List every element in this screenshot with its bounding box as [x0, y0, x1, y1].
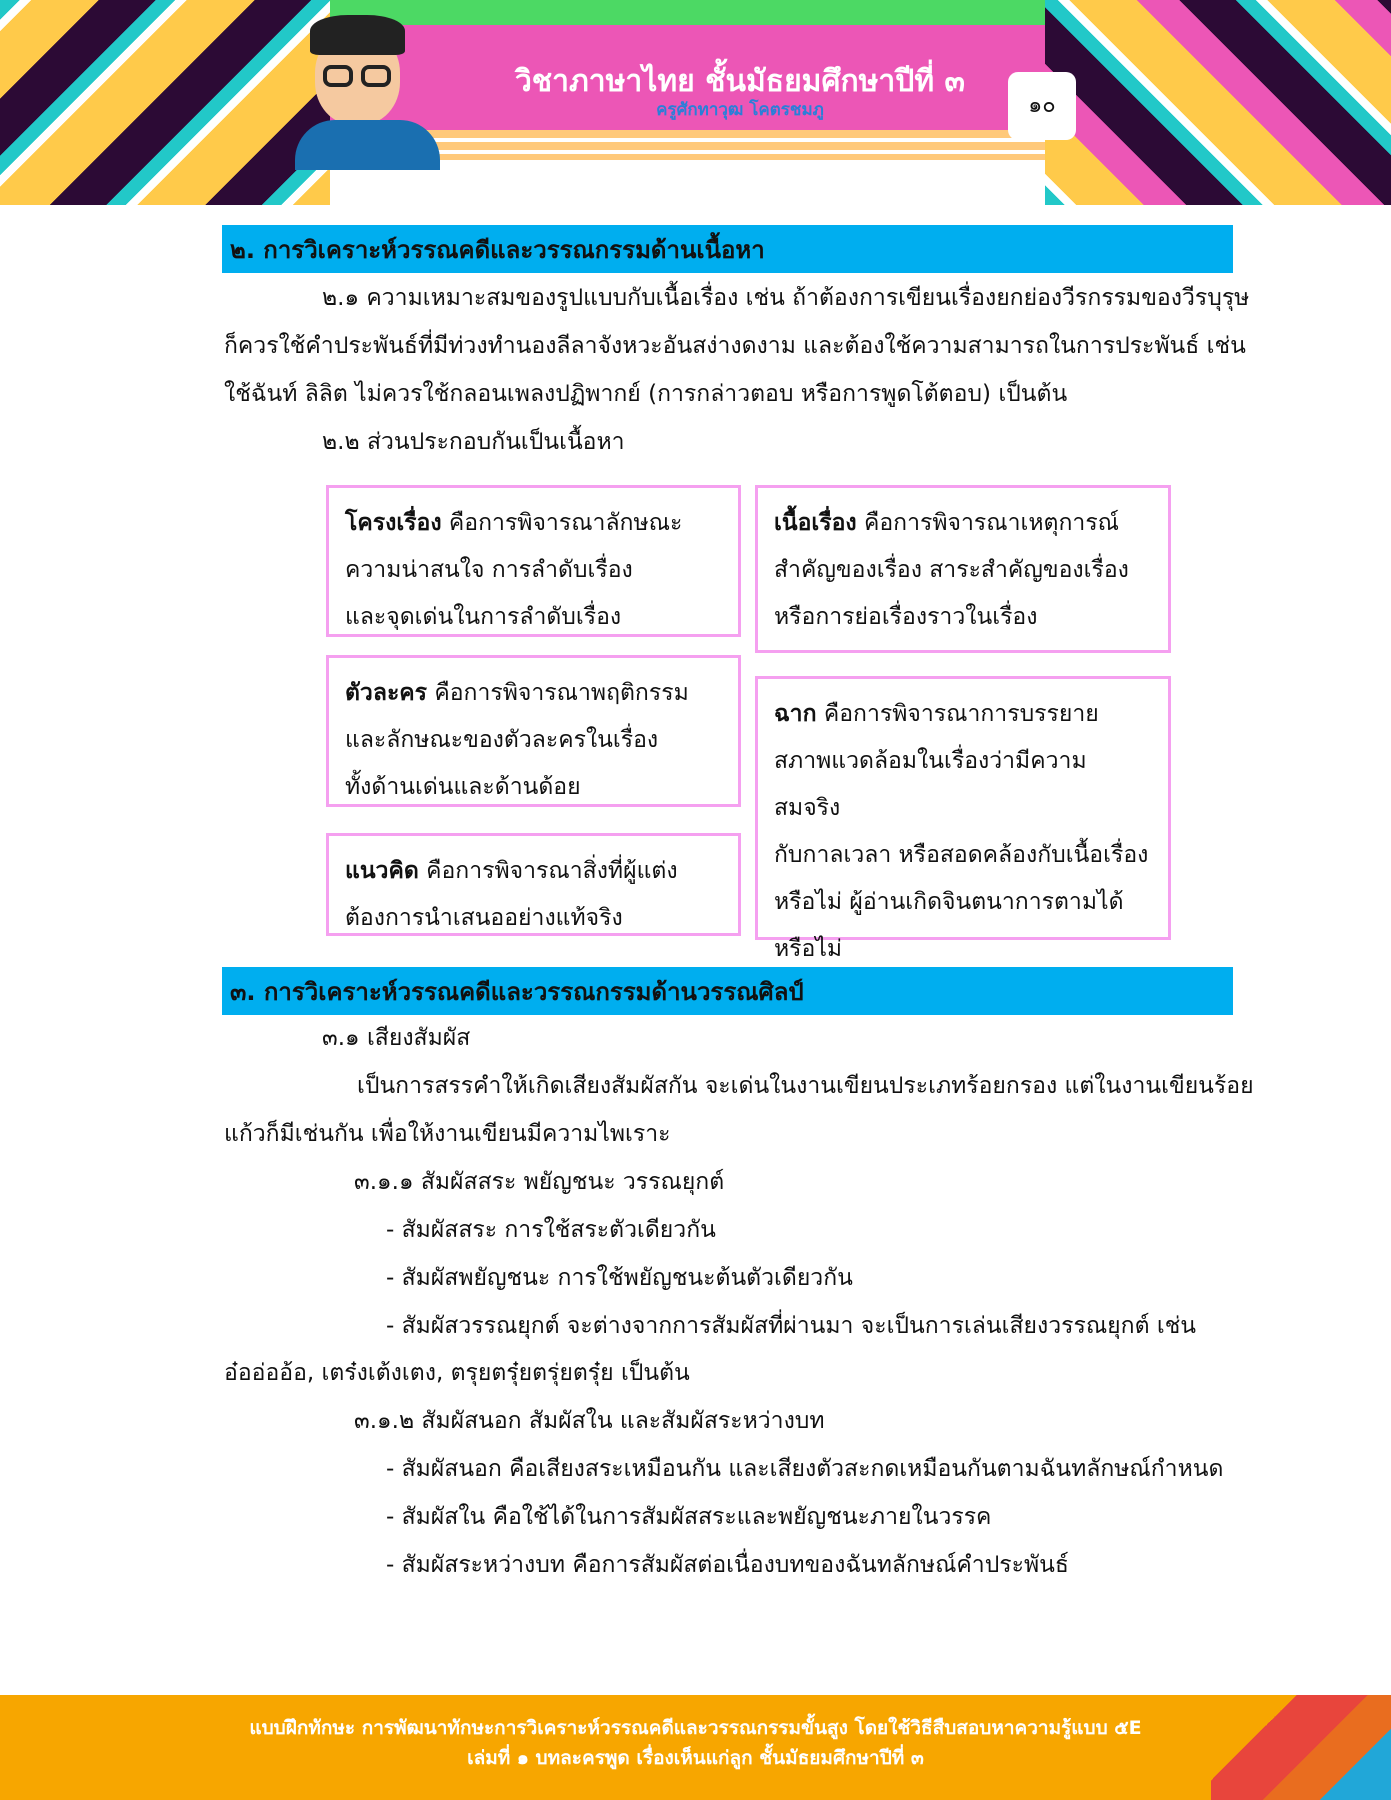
footer-line-2: เล่มที่ ๑ บทละครพูด เรื่องเห็นแก่ลูก ชั้นมัธยมศึกษาปีที่ ๓: [467, 1747, 924, 1769]
page-number: ๑๐: [1008, 72, 1076, 140]
header-author: ครูศักทาวุฒ โคตรชมภู: [656, 100, 824, 120]
paragraph-line: ๓.๑.๒ สัมผัสนอก สัมผัสใน และสัมผัสระหว่างบท: [354, 1408, 825, 1434]
paragraph-line: - สัมผัสพยัญชนะ การใช้พยัญชนะต้นตัวเดียวกัน: [386, 1265, 853, 1291]
paragraph-line: ๒.๒ ส่วนประกอบกันเป็นเนื้อหา: [322, 429, 625, 455]
paragraph-line: ๓.๑ เสียงสัมผัส: [322, 1025, 471, 1051]
paragraph-line: แก้วก็มีเช่นกัน เพื่อให้งานเขียนมีความไพเราะ: [224, 1121, 671, 1147]
paragraph-line: เป็นการสรรคำให้เกิดเสียงสัมผัสกัน จะเด่นในงานเขียนประเภทร้อยกรอง แต่ในงานเขียนร้อย: [357, 1073, 1254, 1099]
paragraph-line: ๒.๑ ความเหมาะสมของรูปแบบกับเนื้อเรื่อง เช่น ถ้าต้องการเขียนเรื่องยกย่องวีรกรรมของวีรบุรุษ: [322, 285, 1250, 311]
paragraph-line: ใช้ฉันท์ ลิลิต ไม่ควรใช้กลอนเพลงปฏิพากย์ (การกล่าวตอบ หรือการพูดโต้ตอบ) เป็นต้น: [224, 381, 1068, 407]
content-box-character: ตัวละคร คือการพิจารณาพฤติกรรม และลักษณะของตัวละครในเรื่อง ทั้งด้านเด่นและด้านด้อย: [326, 655, 741, 807]
content-box-story: เนื้อเรื่อง คือการพิจารณาเหตุการณ์ สำคัญของเรื่อง สาระสำคัญของเรื่อง หรือการย่อเรื่องราวในเรื่อง: [755, 485, 1171, 653]
paragraph-line: - สัมผัสสระ การใช้สระตัวเดียวกัน: [386, 1217, 716, 1243]
paragraph-line: - สัมผัสระหว่างบท คือการสัมผัสต่อเนื่องบทของฉันทลักษณ์คำประพันธ์: [386, 1552, 1069, 1578]
paragraph-line: - สัมผัสนอก คือเสียงสระเหมือนกัน และเสียงตัวสะกดเหมือนกันตามฉันทลักษณ์กำหนด: [386, 1456, 1224, 1482]
paragraph-line: ก็ควรใช้คำประพันธ์ที่มีท่วงทำนองลีลาจังหวะอันสง่างดงาม และต้องใช้ความสามารถในการประพันธ์ เช่น: [224, 333, 1246, 359]
paragraph-line: - สัมผัสวรรณยุกต์ จะต่างจากการสัมผัสที่ผ่านมา จะเป็นการเล่นเสียงวรรณยุกต์ เช่น: [386, 1313, 1197, 1339]
header-banner: [0, 0, 1391, 205]
section-2-heading: ๒. การวิเคราะห์วรรณคดีและวรรณกรรมด้านเนื้อหา: [222, 225, 1233, 273]
teacher-avatar: [295, 10, 440, 160]
content-box-theme: แนวคิด คือการพิจารณาสิ่งที่ผู้แต่ง ต้องการนำเสนออย่างแท้จริง: [326, 833, 741, 936]
footer-line-1: แบบฝึกทักษะ การพัฒนาทักษะการวิเคราะห์วรรณคดีและวรรณกรรมขั้นสูง โดยใช้วิธีสืบสอบหาความรู้แบบ ๕E: [249, 1717, 1142, 1739]
header-title: วิชาภาษาไทย ชั้นมัธยมศึกษาปีที่ ๓: [514, 64, 966, 99]
content-box-plot: โครงเรื่อง คือการพิจารณาลักษณะ ความน่าสนใจ การลำดับเรื่อง และจุดเด่นในการลำดับเรื่อง: [326, 485, 741, 637]
footer: [0, 1695, 1391, 1800]
content-box-setting: ฉาก คือการพิจารณาการบรรยาย สภาพแวดล้อมในเรื่องว่ามีความสมจริง กับกาลเวลา หรือสอดคล้องกับเนื้อเรื่อง หรือไม่ ผู้อ่านเกิดจินตนาการตามได้ หรือไม่: [755, 676, 1171, 940]
paragraph-line: - สัมผัสใน คือใช้ได้ในการสัมผัสสระและพยัญชนะภายในวรรค: [386, 1504, 992, 1530]
paragraph-line: ๓.๑.๑ สัมผัสสระ พยัญชนะ วรรณยุกต์: [354, 1169, 725, 1195]
section-3-heading: ๓. การวิเคราะห์วรรณคดีและวรรณกรรมด้านวรรณศิลป์: [222, 967, 1233, 1015]
paragraph-line: อ๋ออ่ออ้อ, เตร๋งเต้งเตง, ตรุยตรุ๋ยตรุ่ยตรุ๋ย เป็นต้น: [224, 1360, 690, 1386]
